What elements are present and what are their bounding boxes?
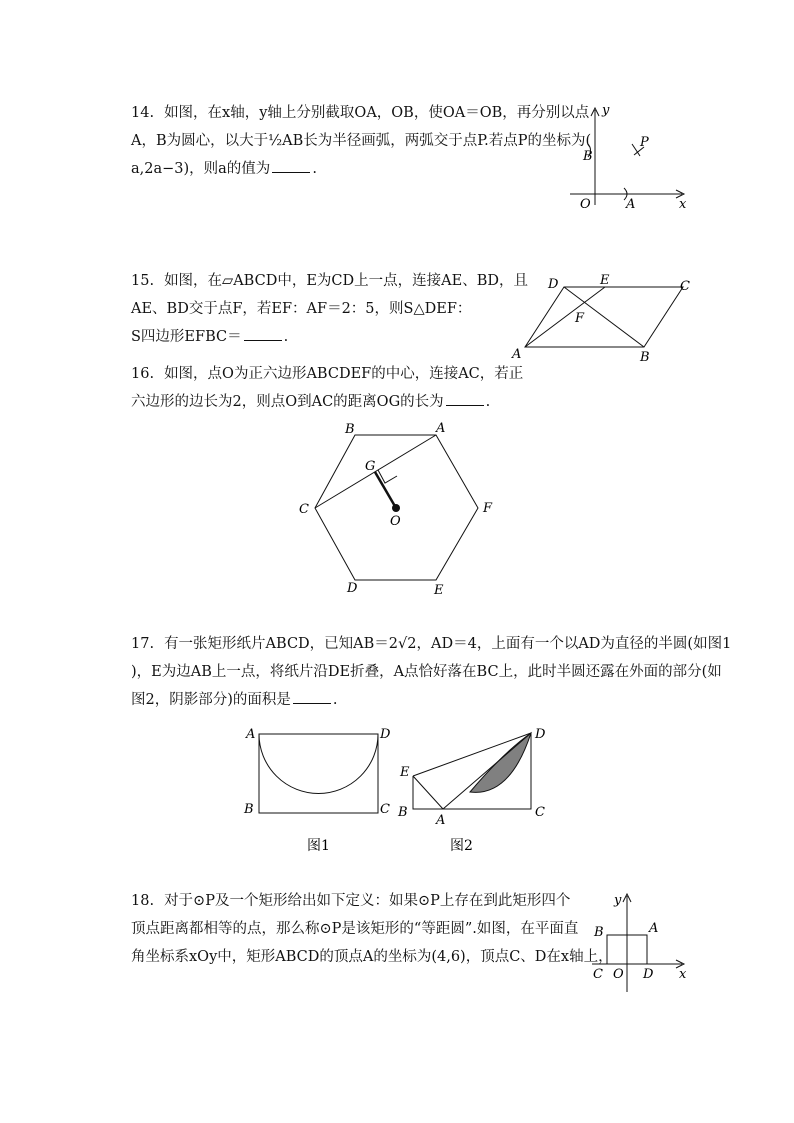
label-d: D [347, 581, 358, 596]
label-a: A [246, 727, 256, 742]
shaded-region [470, 733, 531, 792]
q17-line1 [131, 630, 731, 658]
label-y: y [614, 893, 622, 908]
label-o: O [580, 197, 591, 212]
q15-figure [508, 270, 698, 365]
label-y: y [602, 103, 610, 118]
label-b: B [398, 805, 408, 820]
q16-text-2: 六边形的边长为2，则点O到AC的距离OG的长为 [131, 394, 444, 410]
label-o: O [390, 514, 401, 529]
q18-number: 18. [131, 893, 155, 909]
q15-text-1: 如图，在▱ABCD中，E为CD上一点，连接AE、BD，且 [164, 273, 528, 289]
label-f: F [483, 501, 493, 516]
q15-number: 15. [131, 273, 155, 289]
question-14 [131, 99, 591, 183]
q17-figure-2 [392, 722, 562, 857]
question-16 [131, 360, 523, 416]
caption-fig1: 图1 [307, 838, 330, 854]
q14-line2 [131, 127, 591, 155]
label-d: D [380, 727, 391, 742]
label-a: A [626, 197, 636, 212]
label-b: B [244, 802, 254, 817]
label-p: P [640, 135, 649, 150]
label-b: B [583, 149, 593, 164]
label-c: C [680, 279, 690, 294]
question-18 [131, 887, 613, 971]
q14-line1 [131, 99, 591, 127]
q17-line2 [131, 658, 731, 686]
q17-text-3: 图2，阴影部分)的面积是 [131, 692, 291, 708]
q15-text-2: AE、BD交于点F，若EF：AF＝2：5，则S△DEF： [131, 301, 472, 317]
label-x: x [679, 197, 687, 212]
label-d: D [643, 967, 654, 982]
label-c: C [593, 967, 603, 982]
segment-ae [525, 287, 605, 347]
label-d: D [535, 727, 546, 742]
q17-answer-blank[interactable] [293, 689, 331, 704]
label-a: A [436, 813, 446, 828]
caption-fig2: 图2 [450, 838, 473, 854]
q17-text-1: 有一张矩形纸片ABCD，已知AB＝2√2，AD＝4，上面有一个以AD为直径的半圆(如图1 [164, 636, 732, 652]
label-a: A [512, 347, 522, 362]
q17-line3 [131, 686, 731, 714]
label-e: E [434, 583, 444, 598]
label-c: C [299, 502, 309, 517]
q14-text-2: A，B为圆心，以大于½AB长为半径画弧，两弧交于点P.若点P的坐标为( [131, 133, 592, 149]
q17-figure-1 [240, 722, 400, 857]
q16-text-1: 如图，点O为正六边形ABCDEF的中心，连接AC，若正 [164, 366, 524, 382]
q15-answer-blank[interactable] [244, 326, 282, 341]
segment-ad [443, 733, 531, 809]
q14-number: 14. [131, 105, 155, 121]
q14-text-1: 如图，在x轴，y轴上分别截取OA，OB，使OA＝OB，再分别以点 [164, 105, 590, 121]
q18-line3 [131, 943, 613, 971]
segment-ac [315, 435, 436, 508]
q16-figure [290, 418, 510, 600]
q16-line2 [131, 388, 523, 416]
q14-text-end: . [312, 161, 317, 177]
rectangle-abcd [259, 734, 378, 813]
segment-ea [413, 776, 443, 809]
q18-line2 [131, 915, 613, 943]
label-b: B [640, 350, 650, 365]
q17-number: 17. [131, 636, 155, 652]
q18-line1 [131, 887, 613, 915]
q14-answer-blank[interactable] [272, 158, 310, 173]
label-e: E [600, 273, 610, 288]
q15-text-3: S四边形EFBC＝ [131, 329, 242, 345]
label-b: B [345, 422, 355, 437]
q14-figure [560, 100, 690, 215]
label-o: O [613, 967, 624, 982]
q15-line1 [131, 267, 528, 295]
question-15 [131, 267, 528, 351]
q16-number: 16. [131, 366, 155, 382]
label-b: B [594, 925, 604, 940]
q16-answer-blank[interactable] [446, 391, 484, 406]
label-e: E [400, 765, 410, 780]
q15-text-end: . [283, 329, 289, 345]
q18-text-2: 顶点距离都相等的点，那么称⊙P是该矩形的“等距圆”.如图，在平面直 [131, 921, 579, 937]
label-c: C [535, 805, 545, 820]
q16-line1 [131, 360, 523, 388]
label-x: x [679, 967, 687, 982]
q14-line3 [131, 155, 591, 183]
question-17 [131, 630, 731, 714]
q17-text-end: . [332, 692, 338, 708]
label-g: G [365, 459, 376, 474]
q14-text-3: a,2a−3)，则a的值为 [131, 161, 271, 177]
label-c: C [380, 802, 390, 817]
label-a: A [649, 921, 659, 936]
q18-text-3: 角坐标系xOy中，矩形ABCD的顶点A的坐标为(4,6)，顶点C、D在x轴上， [131, 949, 613, 965]
q17-text-2: )，E为边AB上一点，将纸片沿DE折叠，A点恰好落在BC上，此时半圆还露在外面的部分(如 [131, 664, 722, 680]
arc-p1 [632, 144, 640, 156]
label-f: F [575, 311, 585, 326]
q15-line3 [131, 323, 528, 351]
label-d: D [548, 277, 559, 292]
segment-og [375, 472, 396, 508]
semicircle [259, 734, 378, 794]
label-a: A [436, 421, 446, 436]
q16-text-end: . [485, 394, 491, 410]
q18-text-1: 对于⊙P及一个矩形给出如下定义：如果⊙P上存在到此矩形四个 [164, 893, 571, 909]
center-point-o [392, 504, 400, 512]
q15-line2 [131, 295, 528, 323]
q18-figure [582, 888, 692, 998]
